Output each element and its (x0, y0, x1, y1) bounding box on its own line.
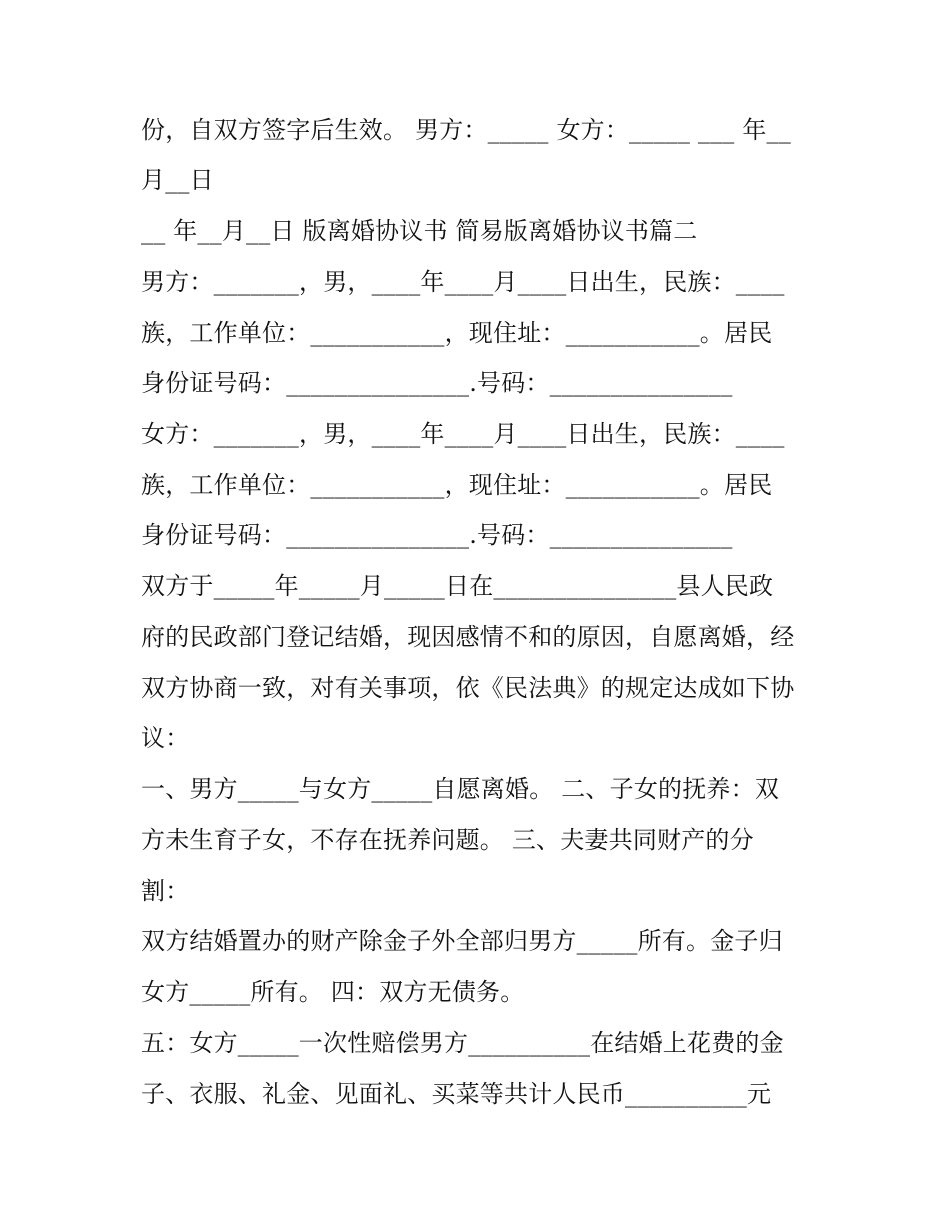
text-line-15: 方未生育子女，不存在抚养问题。 三、夫妻共同财产的分 (141, 826, 754, 854)
text-line-13: 议： (141, 724, 190, 752)
text-line-5: 族，工作单位：___________，现住址：___________。居民 (141, 319, 773, 347)
text-line-11: 府的民政部门登记结婚，现因感情不和的原因，自愿离婚，经 (141, 623, 795, 651)
text-line-4: 男方：_______，男，____年____月____日出生，民族：____ (141, 268, 785, 296)
text-line-10: 双方于_____年_____月_____日在_______________县人民政 (141, 572, 774, 600)
text-line-9: 身份证号码：_______________.号码：_______________ (141, 521, 733, 549)
text-line-2: 月__日 (141, 166, 214, 194)
text-line-3: __ 年__月__日 版离婚协议书 简易版离婚协议书篇二 (141, 217, 698, 245)
text-line-12: 双方协商一致，对有关事项，依《民法典》的规定达成如下协 (141, 674, 795, 702)
text-line-20: 子、衣服、礼金、见面礼、买菜等共计人民币__________元 (141, 1080, 772, 1108)
text-line-14: 一、男方_____与女方_____自愿离婚。 二、子女的抚养：双 (141, 775, 780, 803)
text-line-8: 族，工作单位：___________，现住址：___________。居民 (141, 471, 773, 499)
text-line-16: 割： (141, 877, 190, 905)
text-line-17: 双方结婚置办的财产除金子外全部归男方_____所有。金子归 (141, 927, 783, 955)
text-line-19: 五：女方_____一次性赔偿男方__________在结婚上花费的金 (141, 1029, 784, 1057)
text-line-1: 份，自双方签字后生效。 男方：_____ 女方：_____ ___ 年__ (141, 116, 791, 144)
text-line-6: 身份证号码：_______________.号码：_______________ (141, 369, 733, 397)
text-line-7: 女方：_______，男，____年____月____日出生，民族：____ (141, 420, 785, 448)
text-line-18: 女方_____所有。 四：双方无债务。 (141, 978, 525, 1006)
